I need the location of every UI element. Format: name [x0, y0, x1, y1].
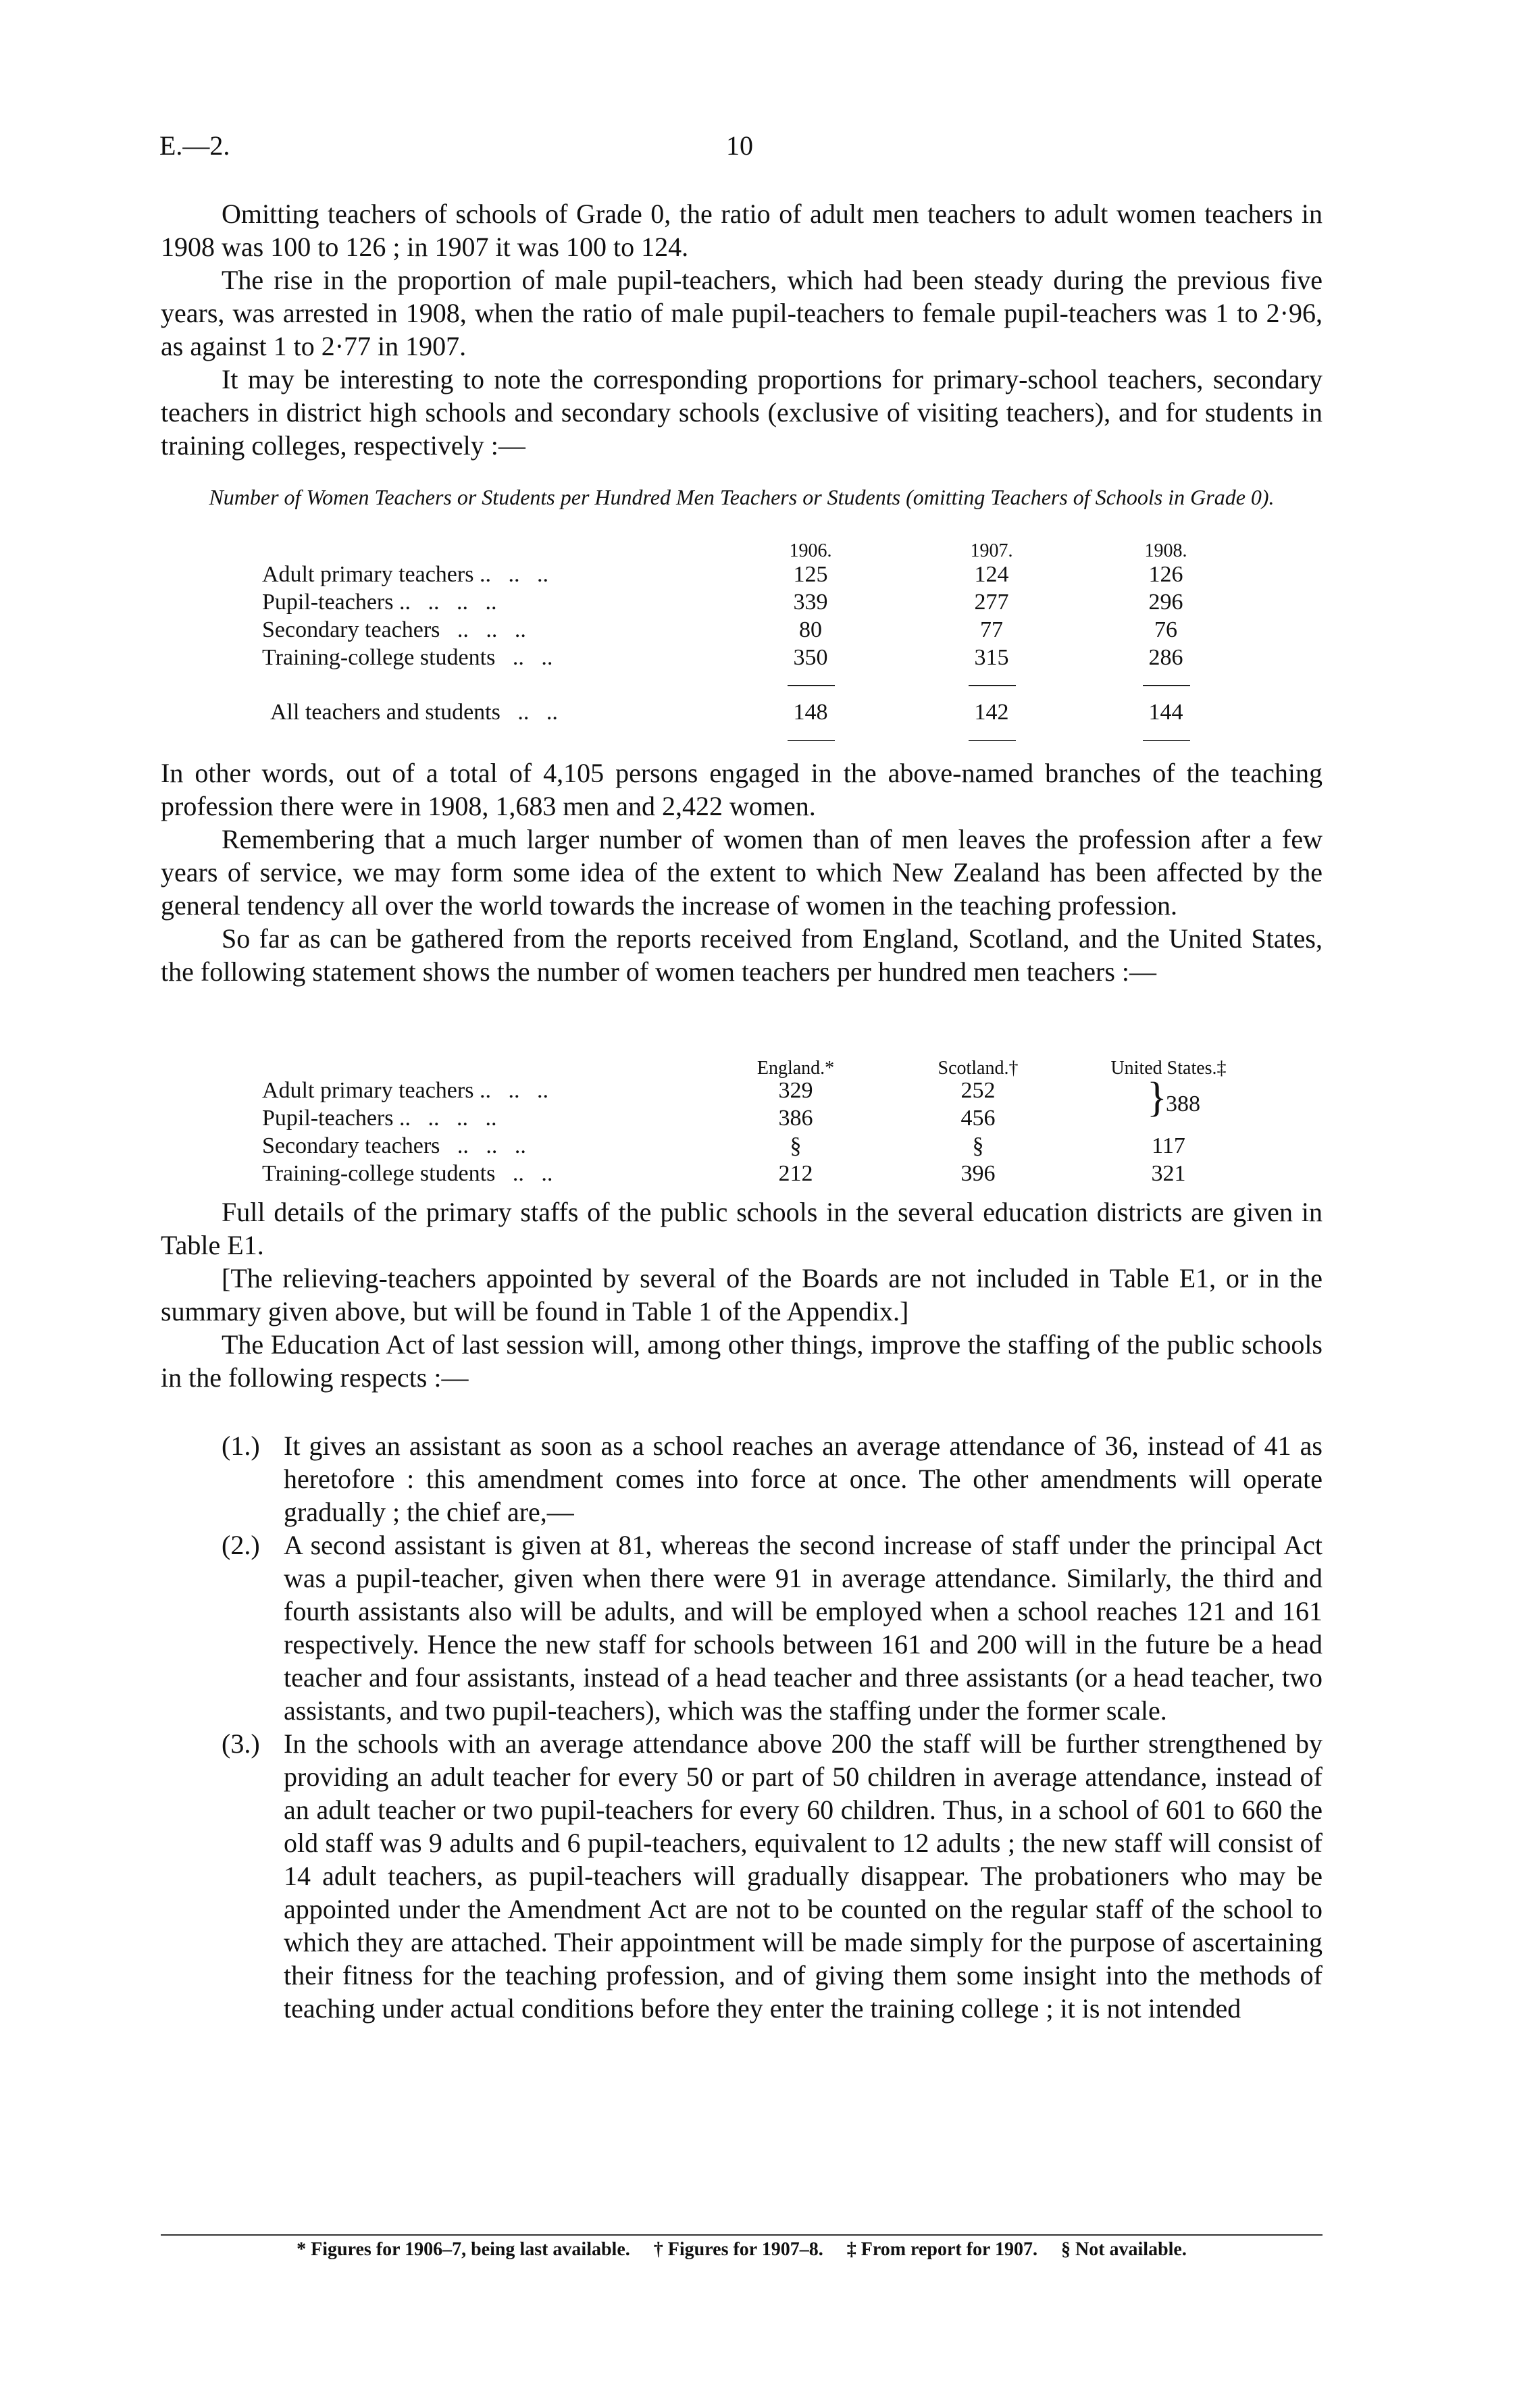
cell: §	[790, 1133, 802, 1158]
table-row	[262, 1133, 1235, 1160]
cell: 80	[799, 617, 822, 642]
cell: 277	[974, 590, 1009, 615]
sum-rule	[788, 740, 835, 741]
row-label: Adult primary teachers .. .. ..	[262, 562, 548, 587]
list-text: A second assistant is given at 81, whereas the second increase of staff under the principal Act was a pupil-teacher, given when there were 91 in average attendance. Similarly, the third and fourth assistants also will be adults, and will be employed when a school reaches 121 and 161 respectively. Hence the new staff for schools between 161 and 200 will in the future be a head teacher and four assistants, instead of a head teacher and three assistants (or a head teacher, two assistants, and two pupil-teachers), which was the staffing under the former scale.	[284, 1530, 1323, 1726]
sum-rule	[969, 685, 1016, 686]
row-label: Pupil-teachers .. .. .. ..	[262, 590, 497, 615]
row-label: Secondary teachers .. .. ..	[262, 617, 526, 642]
cell: 386	[778, 1106, 813, 1131]
list-item	[161, 1727, 1323, 2025]
intro-paragraphs	[161, 197, 1323, 462]
cell: 456	[960, 1106, 996, 1131]
paragraph: The rise in the proportion of male pupil-teachers, which had been steady during the previous five years, was arrested in 1908, when the ratio of male pupil-teachers to female pupil-teachers was 1 to 2·96, as against 1 to 2·77 in 1907.	[161, 265, 1323, 361]
list-text: In the schools with an average attendance above 200 the staff will be further strengthened by providing an adult teacher for every 50 or part of 50 children in average attendance, instead of an adult teacher or two pupil-teachers for every 60 children. Thus, in a school of 601 to 660 the old staff was 9 adults and 6 pupil-teachers, equivalent to 12 adults ; the new staff will consist of 14 adult teachers, as pupil-teachers will gradually disappear. The probationers who may be appointed under the Amendment Act are not to be counted on the regular staff of the school to which they are attached. Their appointment will be made simply for the purpose of ascertaining their fitness for the teaching profession, and of giving them some insight into the methods of teaching under actual conditions before they enter the training college ; it is not intended	[284, 1728, 1323, 2024]
paragraph: In other words, out of a total of 4,105 persons engaged in the above-named branches of the teaching profession there were in 1908, 1,683 men and 2,422 women.	[161, 758, 1323, 821]
row-label: Training-college students .. ..	[262, 645, 553, 670]
table1-caption: Number of Women Teachers or Students per Hundred Men Teachers or Students (omitting Teachers of Schools in Grade 0).	[209, 485, 1275, 509]
list-number: (1.)	[222, 1431, 260, 1461]
cell: 212	[778, 1161, 813, 1186]
paragraph: Remembering that a much larger number of women than of men leaves the profession after a few years of service, we may form some idea of the extent to which New Zealand has been affected by the general tendency all over the world towards the increase of women in the teaching profession.	[161, 824, 1323, 921]
paragraph: The Education Act of last session will, among other things, improve the staffing of the public schools in the following respects :—	[161, 1329, 1323, 1393]
cell: 339	[793, 590, 828, 615]
cell: 296	[1148, 590, 1183, 615]
row-label: All teachers and students .. ..	[270, 700, 558, 725]
table-total-row	[262, 700, 1235, 727]
cell: 125	[793, 562, 828, 587]
list-number: (3.)	[222, 1728, 260, 1759]
cell: 126	[1148, 562, 1183, 587]
table2-col-united-states: United States.‡	[1110, 1058, 1227, 1079]
cell: 77	[980, 617, 1003, 642]
amendment-list	[161, 1429, 1323, 2025]
cell: 252	[960, 1078, 996, 1103]
document-reference: E.—2.	[159, 130, 230, 161]
table1-col-1906: 1906.	[789, 540, 832, 561]
list-number: (2.)	[222, 1530, 260, 1560]
cell: 350	[793, 645, 828, 670]
table-row	[262, 1106, 1235, 1133]
paragraph: So far as can be gathered from the reports received from England, Scotland, and the United States, the following statement shows the number of women teachers per hundred men teachers :—	[161, 923, 1323, 987]
list-item	[161, 1528, 1323, 1727]
row-label: Training-college students .. ..	[262, 1161, 553, 1186]
after-paragraphs	[161, 1195, 1323, 1394]
cell: 142	[974, 700, 1009, 725]
cell: 144	[1148, 700, 1183, 725]
merged-cell	[1147, 1075, 1255, 1133]
list-text: It gives an assistant as soon as a school reaches an average attendance of 36, instead of 41 as heretofore : this amendment comes into force at once. The other amendments will operate gradually ; the chief are,—	[284, 1431, 1323, 1527]
table-row	[262, 617, 1235, 644]
cell: 329	[778, 1078, 813, 1103]
row-label: Adult primary teachers .. .. ..	[262, 1078, 548, 1103]
cell: 117	[1152, 1133, 1185, 1158]
sum-rule	[969, 740, 1016, 741]
cell: 286	[1148, 645, 1183, 670]
table-row	[262, 1078, 1235, 1105]
table2-col-scotland: Scotland.†	[938, 1058, 1019, 1079]
cell: §	[972, 1133, 984, 1158]
cell: 148	[793, 700, 828, 725]
row-label: Pupil-teachers .. .. .. ..	[262, 1106, 497, 1131]
row-label: Secondary teachers .. .. ..	[262, 1133, 526, 1158]
paragraph: Full details of the primary staffs of the public schools in the several education districts are given in Table E1.	[161, 1197, 1323, 1260]
table-row	[262, 645, 1235, 672]
brace-glyph: }	[1147, 1075, 1167, 1121]
list-item	[161, 1429, 1323, 1528]
paragraph: It may be interesting to note the corresponding proportions for primary-school teachers, secondary teachers in district high schools and secondary schools (exclusive of visiting teachers), and for students in training colleges, respectively :—	[161, 364, 1323, 461]
paragraph: [The relieving-teachers appointed by several of the Boards are not included in Table E1, or in the summary given above, but will be found in Table 1 of the Appendix.]	[161, 1263, 1323, 1327]
page-number: 10	[726, 130, 753, 161]
footnotes: * Figures for 1906–7, being last available. † Figures for 1907–8. ‡ From report for 1907. § Not available.	[297, 2239, 1187, 2260]
middle-paragraphs	[161, 756, 1323, 988]
table1-col-1908: 1908.	[1144, 540, 1187, 561]
cell: 76	[1154, 617, 1177, 642]
table1-col-1907: 1907.	[970, 540, 1013, 561]
sum-rule	[1143, 685, 1190, 686]
cell: 396	[960, 1161, 996, 1186]
sum-rule	[788, 685, 835, 686]
table2-col-england: England.*	[756, 1058, 835, 1079]
cell: 388	[1166, 1091, 1200, 1116]
table-row	[262, 562, 1235, 589]
sum-rule	[1143, 740, 1190, 741]
cell: 315	[974, 645, 1009, 670]
cell: 321	[1151, 1161, 1186, 1186]
table-row	[262, 1161, 1235, 1188]
paragraph: Omitting teachers of schools of Grade 0, the ratio of adult men teachers to adult women teachers in 1908 was 100 to 126 ; in 1907 it was 100 to 124.	[161, 199, 1323, 262]
footnote-rule	[161, 2234, 1323, 2236]
table-row	[262, 590, 1235, 617]
cell: 124	[974, 562, 1009, 587]
